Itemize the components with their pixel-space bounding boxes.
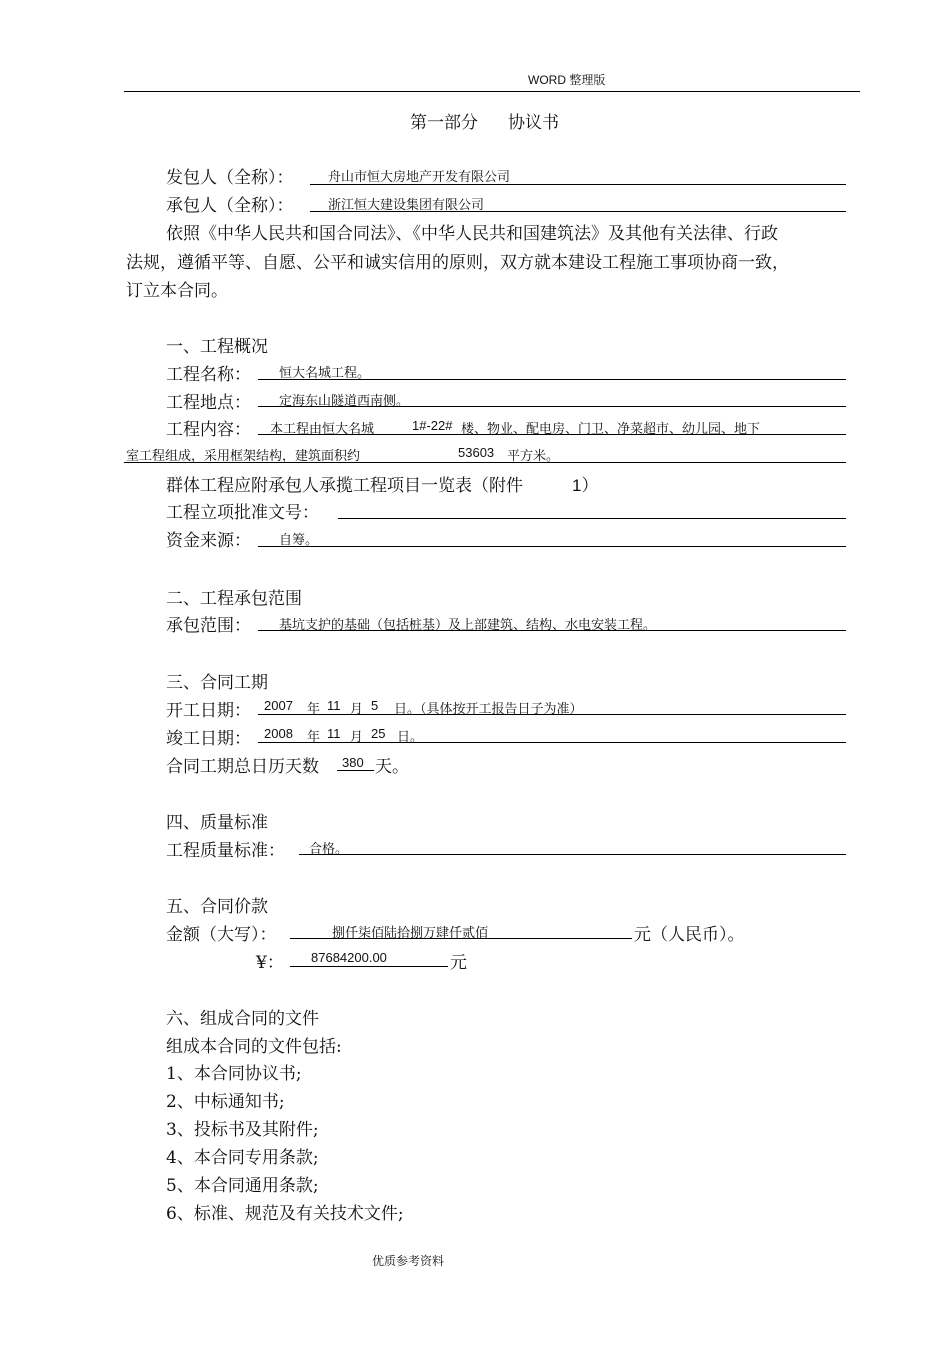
- intro-line-2: 法规，遵循平等、自愿、公平和诚实信用的原则，双方就本建设工程施工事项协商一致，: [126, 253, 789, 273]
- amount-words-label: 金额（大写）：: [166, 925, 277, 945]
- project-content-text-2: 室工程组成，采用框架结构，建筑面积约: [126, 449, 361, 464]
- project-site-label: 工程地点：: [166, 393, 251, 413]
- section-4-heading: 四、质量标准: [166, 813, 268, 833]
- start-month: 11: [327, 698, 341, 713]
- approval-label: 工程立项批准文号：: [166, 503, 319, 523]
- funds-value: 自筹。: [279, 533, 319, 548]
- end-year-char: 年: [307, 730, 321, 745]
- section-6-heading: 六、组成合同的文件: [166, 1009, 319, 1029]
- project-name-value: 恒大名城工程。: [279, 366, 371, 381]
- quality-value: 合格。: [309, 842, 349, 857]
- funds-underline: [258, 546, 846, 547]
- group-project-line: 群体工程应附承包人承揽工程项目一览表（附件: [166, 476, 523, 496]
- total-days-label: 合同工期总日历天数: [166, 757, 319, 777]
- documents-intro: 组成本合同的文件包括:: [166, 1037, 342, 1057]
- group-project-attachment: 1）: [572, 476, 599, 495]
- page-footer: 优质参考资料: [372, 1254, 445, 1268]
- total-days-value: 380: [342, 755, 364, 770]
- yen-unit: 元: [450, 953, 467, 973]
- document-item: 2、中标通知书;: [166, 1092, 285, 1112]
- project-area-unit: 平方米。: [507, 449, 560, 464]
- end-month-char: 月: [350, 730, 364, 745]
- contractor-value: 浙江恒大建设集团有限公司: [328, 198, 485, 213]
- scope-value: 基坑支护的基础（包括桩基）及上部建筑、结构、水电安装工程。: [279, 618, 657, 633]
- intro-line-1: 依照《中华人民共和国合同法》、《中华人民共和国建筑法》及其他有关法律、行政: [166, 224, 778, 244]
- document-item: 4、本合同专用条款;: [166, 1148, 319, 1168]
- yen-underline: [290, 966, 448, 967]
- quality-underline: [299, 854, 846, 855]
- total-days-underline: [337, 770, 374, 771]
- project-content-underline-2: [124, 462, 846, 463]
- page-title: 协议书: [508, 113, 559, 133]
- project-content-text-1: 本工程由恒大名城: [270, 422, 375, 437]
- quality-label: 工程质量标准：: [166, 841, 285, 861]
- project-content-text-1b: 楼、物业、配电房、门卫、净菜超市、幼儿园、地下: [461, 422, 761, 437]
- scope-label: 承包范围：: [166, 616, 251, 636]
- end-date-underline: [258, 742, 846, 743]
- yen-value: 87684200.00: [311, 950, 387, 965]
- project-site-value: 定海东山隧道西南侧。: [279, 394, 410, 409]
- total-days-unit: 天。: [375, 757, 409, 777]
- start-month-char: 月: [350, 702, 364, 717]
- end-date-label: 竣工日期：: [166, 729, 251, 749]
- funds-label: 资金来源：: [166, 531, 251, 551]
- project-name-label: 工程名称：: [166, 365, 251, 385]
- document-item: 1、本合同协议书;: [166, 1064, 302, 1084]
- intro-line-3: 订立本合同。: [126, 281, 228, 301]
- start-date-label: 开工日期：: [166, 701, 251, 721]
- amount-words-value: 捌仟柒佰陆拾捌万肆仟贰佰: [332, 926, 489, 941]
- section-3-heading: 三、合同工期: [166, 673, 268, 693]
- end-day: 25: [371, 726, 386, 741]
- document-item: 6、标准、规范及有关技术文件;: [166, 1204, 404, 1224]
- section-2-heading: 二、工程承包范围: [166, 589, 302, 609]
- page-header: WORD 整理版: [528, 73, 606, 87]
- project-area: 53603: [458, 445, 495, 460]
- document-item: 3、投标书及其附件;: [166, 1120, 319, 1140]
- document-item: 5、本合同通用条款;: [166, 1176, 319, 1196]
- start-year: 2007: [264, 698, 293, 713]
- contractor-label: 承包人（全称）：: [166, 196, 294, 216]
- start-year-char: 年: [307, 702, 321, 717]
- employer-label: 发包人（全称）：: [166, 168, 294, 188]
- header-rule: [124, 91, 860, 92]
- section-5-heading: 五、合同价款: [166, 897, 268, 917]
- start-day: 5: [371, 698, 379, 713]
- amount-currency-note: 元（人民币）。: [634, 925, 745, 945]
- end-suffix: 日。: [397, 730, 424, 745]
- end-year: 2008: [264, 726, 293, 741]
- end-month: 11: [327, 726, 341, 741]
- part-label: 第一部分: [410, 113, 478, 133]
- approval-field: [338, 518, 846, 519]
- section-1-heading: 一、工程概况: [166, 337, 268, 357]
- project-content-label: 工程内容：: [166, 420, 251, 440]
- employer-value: 舟山市恒大房地产开发有限公司: [328, 170, 511, 185]
- project-floors: 1#-22#: [412, 418, 453, 433]
- start-note: 日。（具体按开工报告日子为准）: [394, 702, 583, 717]
- yen-label: ¥：: [256, 953, 284, 973]
